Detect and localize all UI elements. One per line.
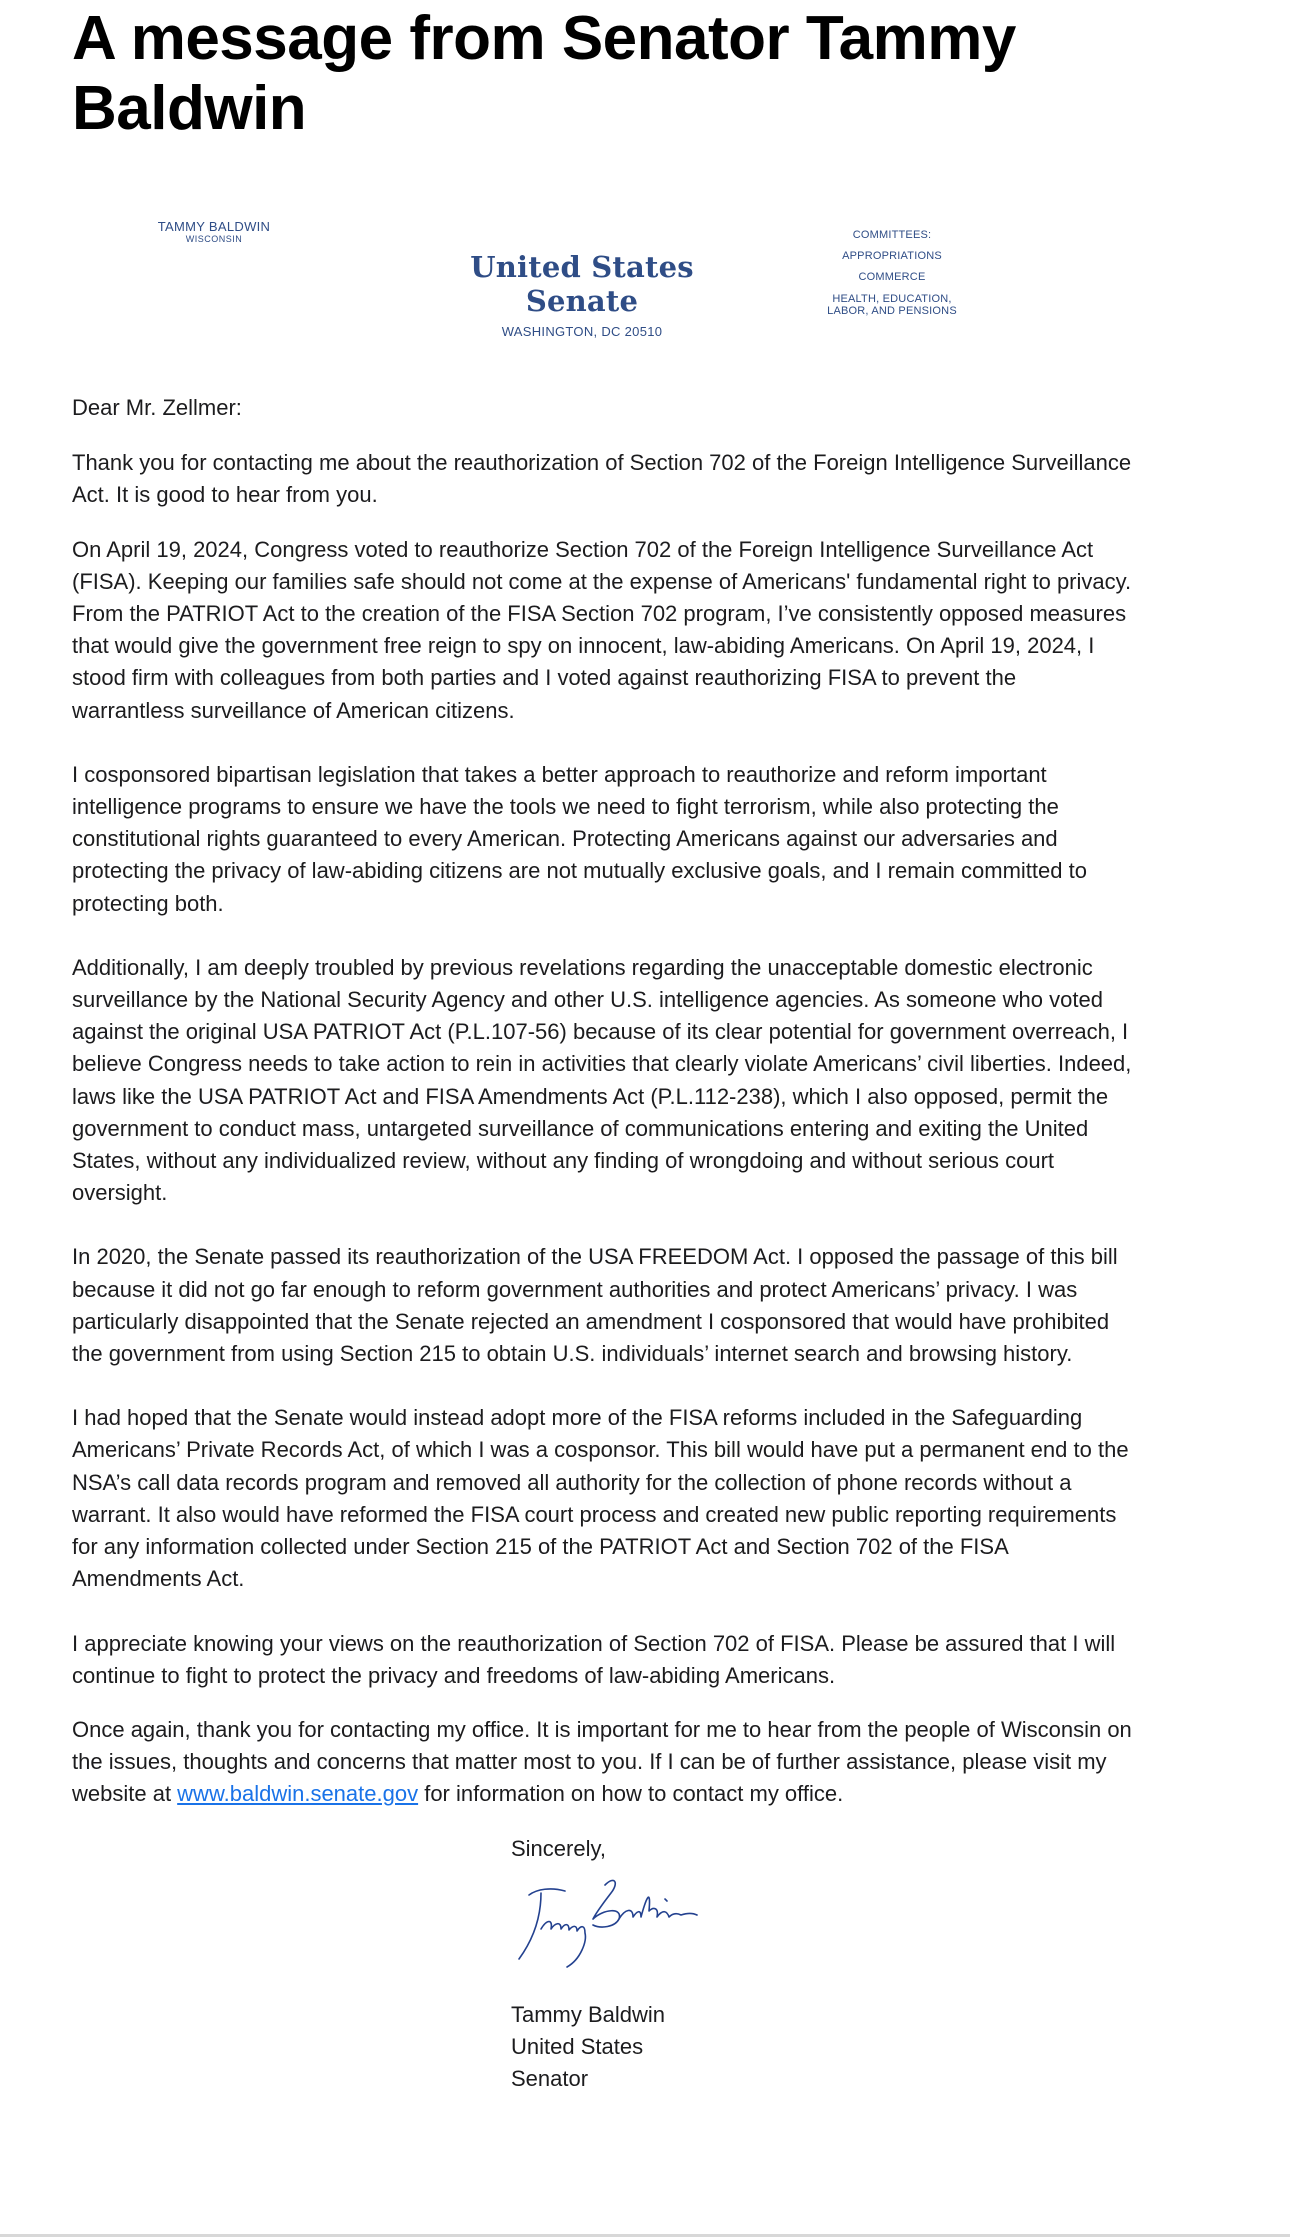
signer-block <box>511 1999 1132 2096</box>
letter-body <box>72 392 1132 2095</box>
letter-paragraph: Additionally, I am deeply troubled by previous revelations regarding the unacceptable domestic electronic surveillance by the National Security Agency and other U.S. intelligence agencies. As someone who voted against the original USA PATRIOT Act (P.L.107-56) because of its clear potential for government overreach, I believe Congress needs to take action to rein in activities that clearly violate Americans’ civil liberties. Indeed, laws like the USA PATRIOT Act and FISA Amendments Act (P.L.112-238), which I also opposed, permit the government to conduct mass, untargeted surveillance of communications entering and exiting the United States, without any individualized review, without any finding of wrongdoing and without serious court oversight. <box>72 954 1132 1206</box>
final-paragraph-text-end: for information on how to contact my office. <box>418 1781 844 1807</box>
senator-state: WISCONSIN <box>185 234 243 244</box>
signer-name: Tammy Baldwin <box>511 2001 666 2027</box>
letter-paragraph: Thank you for contacting me about the reauthorization of Section 702 of the Foreign Intelligence Surveillance Act. It is good to hear from you. <box>72 450 1132 508</box>
letterhead <box>72 192 1132 392</box>
committees-block <box>812 225 972 317</box>
letter-greeting: Dear Mr. Zellmer: <box>72 395 242 420</box>
senator-name: TAMMY BALDWIN <box>157 219 271 234</box>
letter-paragraph: I appreciate knowing your views on the reauthorization of Section 702 of FISA. Please be assured that I will continue to fight to protect the privacy and freedoms of law-abiding Americans. <box>72 1630 1116 1688</box>
letter-page <box>72 0 1132 2095</box>
letter-paragraph: I had hoped that the Senate would instead adopt more of the FISA reforms included in the Safeguarding Americans’ Private Records Act, of which I was a cosponsor. This bill would have put a permanent end to the NSA’s call data records program and removed all authority for the collection of phone records without a warrant. It also would have reformed the FISA court process and created new public reporting requirements for any information collected under Section 215 of the PATRIOT Act and Section 702 of the FISA Amendments Act. <box>72 1405 1129 1592</box>
committee-item: COMMERCE <box>858 271 926 283</box>
page-title: A message from Senator Tammy Baldwin <box>72 4 1016 143</box>
letter-paragraph: In 2020, the Senate passed its reauthorization of the USA FREEDOM Act. I opposed the passage of this bill because it did not go far enough to reform government authorities and protect Americans’ privacy. I was particularly disappointed that the Senate rejected an amendment I cosponsored that would have prohibited the government from using Section 215 to obtain U.S. individuals’ internet search and browsing history. <box>72 1244 1118 1367</box>
letter-paragraph-final <box>72 1714 1132 1811</box>
signer-title-line-1: United States <box>511 2033 644 2059</box>
senate-address: WASHINGTON, DC 20510 <box>501 324 663 339</box>
committee-item: APPROPRIATIONS <box>842 250 942 262</box>
letter-paragraph: I cosponsored bipartisan legislation that takes a better approach to reauthorize and reform important intelligence programs to ensure we have the tools we need to fight terrorism, while also protecting the constitutional rights guaranteed to every American. Protecting Americans against our adversaries and protecting the privacy of law-abiding citizens are not mutually exclusive goals, and I remain committed to protecting both. <box>72 761 1087 916</box>
signature-image <box>507 1867 717 1977</box>
closing-block <box>511 1833 1132 2096</box>
senate-wordmark: United States Senate <box>470 250 694 318</box>
committees-heading: COMMITTEES: <box>852 229 932 241</box>
closing-salutation: Sincerely, <box>511 1835 606 1861</box>
senate-seal-block <box>432 250 732 339</box>
letter-paragraph: On April 19, 2024, Congress voted to reauthorize Section 702 of the Foreign Intelligence Surveillance Act (FISA). Keeping our families safe should not come at the expense of Americans' fundamental right to privacy. From the PATRIOT Act to the creation of the FISA Section 702 program, I’ve consistently opposed measures that would give the government free reign to spy on innocent, law-abiding Americans. On April 19, 2024, I stood firm with colleagues from both parties and I voted against reauthorizing FISA to prevent the warrantless surveillance of American citizens. <box>72 536 1132 723</box>
signer-title-line-2: Senator <box>511 2066 589 2092</box>
website-link[interactable]: www.baldwin.senate.gov <box>177 1781 419 1807</box>
senator-block <box>134 220 294 244</box>
final-paragraph-text: Once again, thank you for contacting my office. It is important for me to hear from the people of Wisconsin on the issues, thoughts and concerns that matter most to you. If I can be of further assistance, please visit my website at <box>72 1716 1132 1807</box>
committee-item: HEALTH, EDUCATION, LABOR, AND PENSIONS <box>827 293 957 317</box>
